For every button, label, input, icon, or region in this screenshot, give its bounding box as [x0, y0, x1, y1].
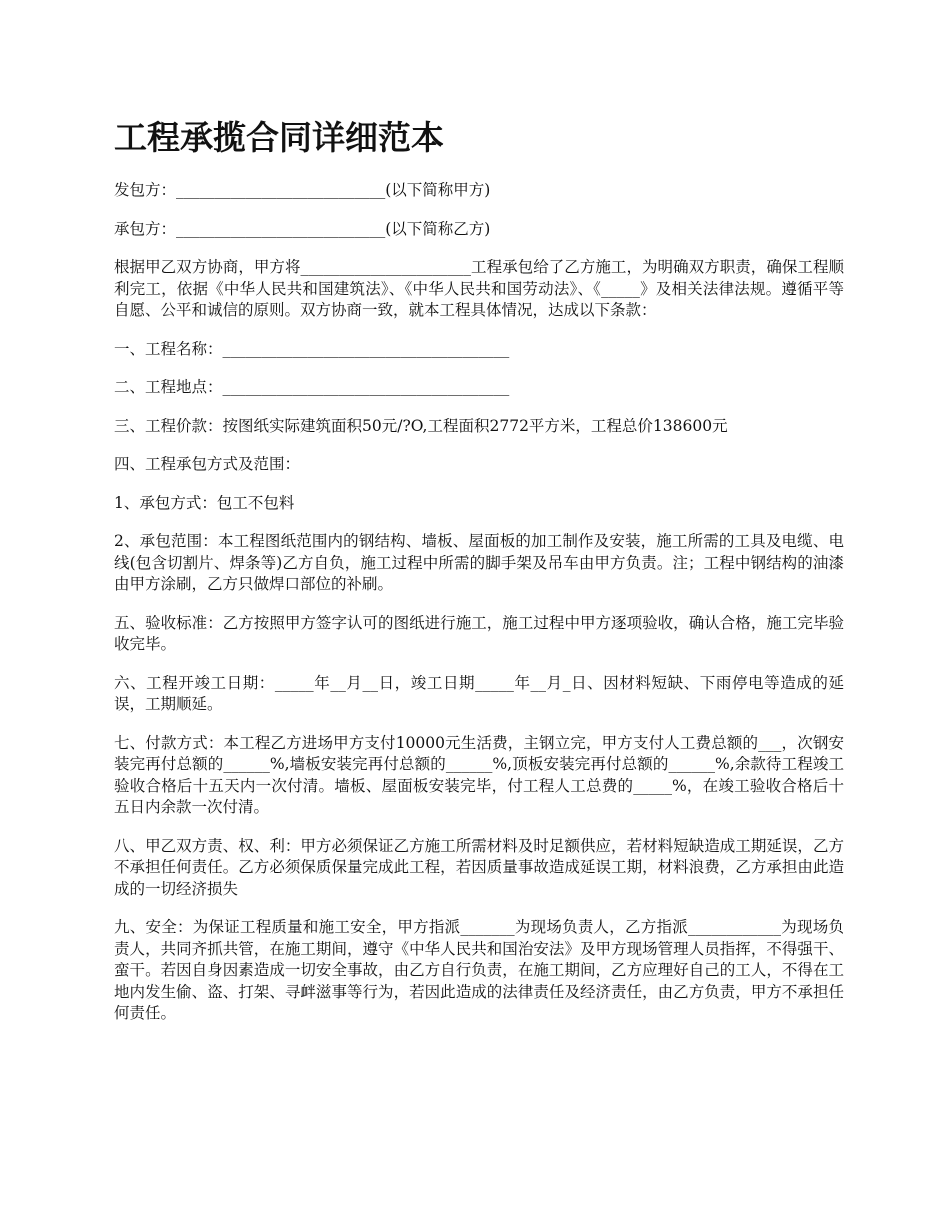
clause-acceptance-standard: 五、验收标准：乙方按照甲方签字认可的图纸进行施工，施工过程中甲方逐项验收，确认合格，施工完毕验收完毕。	[114, 613, 844, 653]
preamble-paragraph: 根据甲乙双方协商，甲方将______________________工程承包给了乙方施工，为明确双方职责，确保工程顺利完工，依据《中华人民共和国建筑法》、《中华人民共和国劳动法》、《_____》及相关法律法规。遵循平等自愿、公平和诚信的原则。双方协商一致，就本工程具体情况，达成以下条款：	[114, 258, 844, 319]
clause-responsibilities: 八、甲乙双方责、权、利：甲方必须保证乙方施工所需材料及时足额供应，若材料短缺造成工期延误，乙方不承担任何责任。乙方必须保质保量完成此工程，若因质量事故造成延误工期，材料浪费，乙方承担由此造成的一切经济损失	[114, 836, 844, 898]
clause-contract-method-heading: 四、工程承包方式及范围：	[114, 455, 301, 473]
clause-payment: 七、付款方式：本工程乙方进场甲方支付10000元生活费，主钢立完，甲方支付人工费总额的___，次钢安装完再付总额的______%,墙板安装完再付总额的______%,顶板安装完再付总额的______%,余款待工程竣工验收合格后十五天内一次付清。墙板、屋面板安装完毕，付工程人工总费的_____%，在竣工验收合格后十五日内余款一次付清。	[114, 733, 844, 816]
clause-project-location: 二、工程地点：_____________________________________	[114, 378, 510, 396]
clause-schedule: 六、工程开竣工日期：_____年__月__日，竣工日期_____年__月_日、因材料短缺、下雨停电等造成的延误，工期顺延。	[114, 673, 844, 713]
clause-contract-method: 1、承包方式：包工不包料	[114, 493, 295, 512]
document-page	[114, 108, 844, 1042]
clause-safety: 九、安全：为保证工程质量和施工安全，甲方指派_______为现场负责人，乙方指派____________为现场负责人，共同齐抓共管，在施工期间，遵守《中华人民共和国治安法》及甲方现场管理人员指挥，不得强干、蛮干。若因自身因素造成一切安全事故，由乙方自行负责，在施工期间，乙方应理好自己的工人，不得在工地内发生偷、盗、打架、寻衅滋事等行为，若因此造成的法律责任及经济责任，由乙方负责，甲方不承担任何责任。	[114, 918, 844, 1022]
clause-project-name: 一、工程名称：_____________________________________	[114, 339, 510, 358]
party-b-line: 承包方：___________________________(以下简称乙方)	[114, 219, 491, 238]
document-title: 工程承揽合同详细范本	[114, 118, 444, 157]
clause-contract-scope: 2、承包范围：本工程图纸范围内的钢结构、墙板、屋面板的加工制作及安装，施工所需的工具及电缆、电线(包含切割片、焊条等)乙方自负，施工过程中所需的脚手架及吊车由甲方负责。注；工程中钢结构的油漆由甲方涂刷，乙方只做焊口部位的补刷。	[114, 532, 844, 593]
clause-project-price: 三、工程价款：按图纸实际建筑面积50元/?O,工程面积2772平方米，工程总价138600元	[114, 416, 728, 435]
party-a-line: 发包方：___________________________(以下简称甲方)	[114, 181, 491, 199]
